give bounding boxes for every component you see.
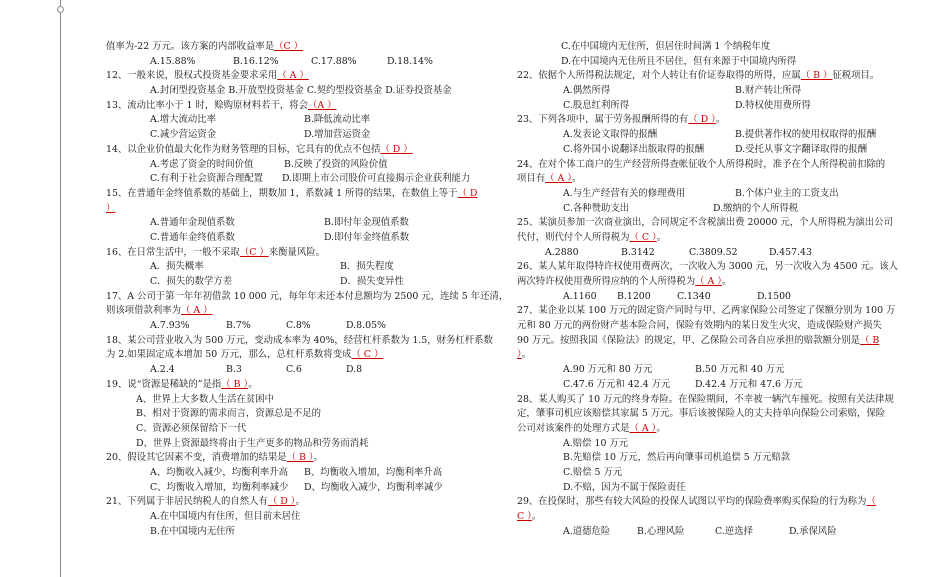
option-text: D、均衡收入减少，均衡利率减少	[304, 481, 443, 493]
option-line	[517, 481, 912, 496]
answer-mark: （ A ）	[545, 173, 572, 185]
question-text: B.先赔偿 10 万元，然后再向肇事司机追偿 5 万元赔款	[563, 452, 791, 464]
question-line	[517, 495, 912, 510]
option-text: D.承保风险	[789, 525, 837, 537]
option-text: A.增大流动比率	[150, 114, 217, 126]
question-text: 19、说“资源是稀缺的”是指	[106, 378, 222, 390]
option-text: D.缴纳的个人所得税	[713, 202, 799, 214]
option-text: C．损失的数学方差	[150, 276, 233, 287]
option-row	[106, 260, 504, 275]
option-text: A.偶然所得	[563, 85, 611, 97]
option-text: D.1500	[757, 290, 792, 302]
option-row	[106, 158, 504, 173]
question-text: 21、下列属于非居民纳税人的自然人有	[106, 496, 268, 508]
option-row	[517, 99, 912, 114]
question-text: 项目有	[517, 173, 546, 185]
option-text: D.增加营运资金	[304, 129, 371, 141]
option-line	[517, 40, 912, 55]
question-text: 元和 80 万元的两份财产基本险合同，保险有效期内的某日发生火灾，造成保险财产损失	[517, 320, 882, 332]
question-tail: 来衡量风险。	[268, 246, 325, 258]
option-row	[106, 363, 504, 378]
answer-mark: （ D ）	[380, 143, 413, 155]
option-text: B.即付年金现值系数	[324, 217, 409, 229]
question-text: A.赔偿 10 万元	[563, 437, 629, 449]
option-row	[517, 187, 912, 202]
option-text: D.即期上市公司股价可直接揭示企业获利能力	[282, 173, 471, 185]
question-text: 16、在日常生活中，一般不采取	[106, 246, 240, 258]
question-line	[106, 69, 504, 84]
option-text: D．损失变异性	[340, 276, 404, 287]
option-text: C.8%	[286, 320, 311, 332]
question-line	[106, 40, 504, 55]
option-text: B.1200	[617, 290, 651, 302]
answer-mark: （ A ）	[277, 70, 309, 82]
question-text: A.封闭型投资基金 B.开放型投资基金 C.契约型投资基金 D.证券投资基金	[150, 85, 452, 97]
option-text: C.3809.52	[689, 246, 738, 258]
option-text: A.2880	[545, 246, 579, 258]
option-text: A．损失概率	[150, 261, 204, 273]
answer-mark: ）	[517, 349, 522, 361]
option-row	[106, 55, 504, 70]
question-text: 17、A 公司于第一年年初借款 10 000 元，每年年末还本付息额均为 2500 元，连续 5 年还清，	[106, 290, 509, 302]
question-line	[106, 246, 504, 261]
answer-mark: （C ）	[239, 246, 269, 258]
option-text: B.3142	[621, 246, 655, 258]
question-text: 值率为-22 万元。该方案的内部收益率是	[106, 41, 275, 52]
answer-mark: （ A ）	[695, 276, 722, 287]
question-line	[517, 422, 912, 437]
question-line	[517, 69, 912, 84]
option-line	[106, 422, 504, 437]
option-row	[517, 246, 912, 261]
option-text: C.股息红利所得	[563, 99, 630, 111]
question-text: 12、一般来说，股权式投资基金要求采用	[106, 70, 278, 82]
option-text: B．损失程度	[340, 261, 394, 273]
question-text: A、世界上大多数人生活在贫困中	[136, 393, 275, 405]
question-text: D.不赔，因为不属于保险责任	[563, 481, 686, 493]
question-text: 公司对该案件的处理方式是	[517, 422, 630, 434]
question-line	[517, 158, 912, 173]
left-column	[106, 40, 509, 539]
question-text: 26、某人某年取得特许权使用费两次，一次收入为 3000 元，另一次收入为 4500 元。该人	[517, 261, 898, 273]
question-text: 90 万元。按照我国《保险法》的规定，甲、乙保险公司各自应承担的赔款额分别是	[517, 334, 861, 346]
answer-mark: （A ）	[307, 99, 337, 111]
question-text: 14、以企业价值最大化作为财务管理的目标，它具有的优点不包括	[106, 143, 381, 155]
option-row	[106, 466, 504, 481]
option-row	[517, 84, 912, 99]
question-line	[517, 334, 912, 349]
option-text: B.反映了投资的风险价值	[284, 158, 388, 170]
option-text: B.个体户业主的工资支出	[735, 187, 839, 199]
question-line	[517, 172, 912, 187]
option-row	[517, 290, 912, 305]
question-text: 27、某企业以某 100 万元的固定资产同时与甲、乙两家保险公司签定了保额分别为 100 万	[517, 305, 896, 317]
question-text: B、相对于资源的需求而言，资源总是不足的	[136, 408, 322, 420]
question-text: 29、在投保时，那些有较大风险的投保人试图以平均的保险费率购买保险的行为称为	[517, 496, 867, 508]
answer-mark: （ C ）	[351, 349, 384, 361]
option-text: D.受托从事文字翻译取得的报酬	[735, 143, 868, 155]
option-text: B.提供著作权的使用权取得的报酬	[735, 129, 877, 141]
question-text: 则该项借款利率为	[106, 305, 182, 317]
answer-mark: （ D ）	[688, 114, 716, 126]
option-row	[106, 481, 504, 496]
option-text: C.将外国小说翻译出版取得的报酬	[563, 143, 705, 155]
option-text: C.减少营运资金	[150, 129, 217, 141]
option-row	[106, 172, 504, 187]
answer-mark: （ D ）	[267, 496, 296, 508]
option-text: A.7.93%	[150, 320, 190, 332]
question-text: 两次特许权使用费所得应纳的个人所得税为	[517, 276, 696, 287]
answer-mark: （ B ）	[800, 70, 833, 82]
option-text: C.47.6 万元和 42.4 万元	[563, 378, 671, 390]
option-text: C.17.88%	[311, 55, 357, 67]
option-text: D.457.43	[769, 246, 812, 258]
question-text: 20、假设其它因素不变，消费增加的结果是	[106, 452, 287, 464]
question-line	[106, 304, 504, 319]
question-text: 为 2.如果固定成本增加 50 万元，那么，总杠杆系数将变成	[106, 349, 352, 361]
option-text: C.普通年金终值系数	[150, 231, 235, 243]
question-text: 定，肇事司机应该赔偿其家属 5 万元。事后该被保险人的丈夫持单向保险公司索赔，保险	[517, 408, 886, 420]
option-row	[517, 525, 912, 540]
question-tail: 。	[721, 276, 732, 287]
question-text: C、资源必须保留给下一代	[136, 422, 247, 434]
question-text: 23、下列各项中，属于劳务报酬所得的有	[517, 114, 689, 126]
option-line	[517, 55, 912, 70]
question-line	[106, 378, 504, 393]
question-line	[106, 99, 504, 114]
question-line	[517, 231, 912, 246]
answer-mark: （ A ）	[181, 305, 213, 317]
question-line	[517, 348, 912, 363]
option-text: C.6	[286, 364, 302, 376]
option-line	[517, 437, 912, 452]
answer-mark: （ C ）	[629, 231, 657, 243]
question-text: D.在中国境内无住所且不居住，但有来源于中国境内所得	[561, 55, 797, 67]
question-text: 15、在普通年金终值系数的基础上，期数加 1，系数减 1 所得的结果，在数值上等于	[106, 187, 458, 199]
option-text: A.2.4	[150, 364, 175, 376]
question-line	[517, 393, 912, 408]
option-text: A.道德危险	[563, 525, 611, 537]
option-text: A.1160	[563, 290, 597, 302]
option-text: B.3	[226, 364, 242, 376]
question-line	[106, 495, 504, 510]
question-line	[106, 290, 509, 305]
option-text: D.即付年金终值系数	[324, 231, 410, 243]
option-line	[106, 437, 504, 452]
option-text: A.普通年金现值系数	[150, 217, 235, 229]
question-line	[106, 451, 504, 466]
question-line	[517, 407, 912, 422]
question-tail: 。	[248, 378, 258, 390]
option-row	[517, 128, 912, 143]
question-line	[517, 510, 912, 525]
question-text: D、世界上资源最终将由于生产更多的物品和劳务而消耗	[136, 437, 369, 449]
option-line	[517, 451, 912, 466]
question-line	[106, 143, 504, 158]
question-tail: 。	[521, 349, 532, 361]
question-text: 代付，则代付个人所得税为	[517, 231, 630, 243]
option-line	[106, 525, 504, 540]
option-text: C.有利于社会资源合理配置	[150, 173, 263, 185]
option-row	[106, 319, 504, 334]
answer-mark: （	[866, 496, 876, 508]
option-text: D.42.4 万元和 47.6 万元	[695, 378, 803, 390]
option-text: C.逆选择	[715, 525, 753, 537]
option-row	[106, 231, 504, 246]
answer-mark: （ B	[860, 334, 880, 346]
binding-margin-line	[60, 0, 61, 577]
option-row	[517, 143, 912, 158]
option-text: D.8.05%	[346, 320, 386, 332]
question-line	[106, 202, 504, 217]
option-text: B.降低流动比率	[304, 114, 371, 126]
question-text: C.在中国境内无住所，但居住时间满 1 个纳税年度	[561, 41, 771, 52]
question-tail: 。	[313, 452, 323, 464]
question-text: 13、流动比率小于 1 时，赊购原材料若干，将会	[106, 99, 308, 111]
option-text: C.各种赞助支出	[563, 202, 630, 214]
option-text: A.15.88%	[150, 55, 196, 67]
binding-hole-marker	[57, 6, 64, 13]
question-tail: 。	[571, 173, 582, 185]
answer-mark: （ A ）	[629, 422, 657, 434]
question-line	[517, 260, 912, 275]
answer-mark: （C ）	[274, 41, 303, 52]
question-text: A.在中国境内有住所，但目前未居住	[150, 511, 301, 522]
question-text: C.赔偿 5 万元	[563, 466, 623, 478]
question-line	[517, 319, 912, 334]
option-row	[106, 113, 504, 128]
option-text: B.16.12%	[233, 55, 279, 67]
question-line	[517, 216, 912, 231]
option-text: D.8	[346, 364, 363, 376]
question-tail: 。	[656, 231, 667, 243]
option-line	[106, 510, 504, 525]
option-text: A.90 万元和 80 万元	[563, 364, 653, 376]
option-row	[517, 378, 912, 393]
answer-mark: ）	[106, 202, 116, 214]
question-line	[106, 334, 504, 349]
question-tail: 征税项目。	[832, 70, 880, 82]
answer-mark: C ）	[517, 511, 532, 522]
option-text: B.财产转让所得	[735, 85, 802, 97]
option-text: B.7%	[226, 320, 251, 332]
answer-mark: （ D	[457, 187, 478, 199]
question-text: B.在中国境内无住所	[150, 525, 235, 537]
option-line	[106, 84, 504, 99]
option-text: D.18.14%	[387, 55, 433, 67]
question-text: 22、依据个人所得税法规定，对个人转让有价证券取得的所得，应属	[517, 70, 801, 82]
question-tail: 。	[715, 114, 726, 126]
option-text: A、均衡收入减少，均衡利率升高	[150, 466, 289, 478]
option-text: C.1340	[677, 290, 711, 302]
option-line	[106, 393, 504, 408]
question-line	[517, 304, 912, 319]
option-row	[106, 216, 504, 231]
question-tail: 。	[531, 511, 542, 522]
question-text: 28、某人购买了 10 万元的终身寿险。在保险期间，不幸被一辆汽车撞死。按照有关法律规	[517, 393, 894, 405]
option-row	[517, 202, 912, 217]
question-line	[517, 113, 912, 128]
question-line	[106, 348, 504, 363]
option-row	[517, 363, 912, 378]
option-text: A.与生产经营有关的修理费用	[563, 187, 686, 199]
option-text: A.考虑了资金的时间价值	[150, 158, 254, 170]
option-row	[106, 128, 504, 143]
question-tail: 。	[656, 422, 666, 434]
option-text: B.50 万元和 40 万元	[695, 364, 785, 376]
option-line	[517, 466, 912, 481]
answer-mark: （ B ）	[221, 378, 249, 390]
option-text: B、均衡收入增加，均衡利率升高	[304, 466, 443, 478]
question-line	[517, 275, 912, 290]
option-line	[106, 407, 504, 422]
option-text: C、均衡收入增加，均衡利率减少	[150, 481, 289, 493]
question-line	[106, 187, 504, 202]
answer-mark: （ B ）	[286, 452, 314, 464]
option-text: B.心理风险	[637, 525, 685, 537]
question-text: 25、某演员参加一次商业演出，合同规定不含税演出费 20000 元，个人所得税为演出公司	[517, 217, 893, 229]
option-text: D.特权使用费所得	[735, 99, 811, 111]
question-tail: 。	[295, 496, 305, 508]
question-text: 24、在对个体工商户的生产经营所得查帐征收个人所得税时，准予在个人所得税前扣除的	[517, 158, 886, 170]
question-text: 18、某公司营业收入为 500 万元，变动成本率为 40%，经营杠杆系数为 1.5，财务杠杆系数	[106, 334, 493, 346]
right-column	[517, 40, 912, 539]
option-text: A.发表论文取得的报酬	[563, 129, 658, 141]
option-row	[106, 275, 504, 290]
